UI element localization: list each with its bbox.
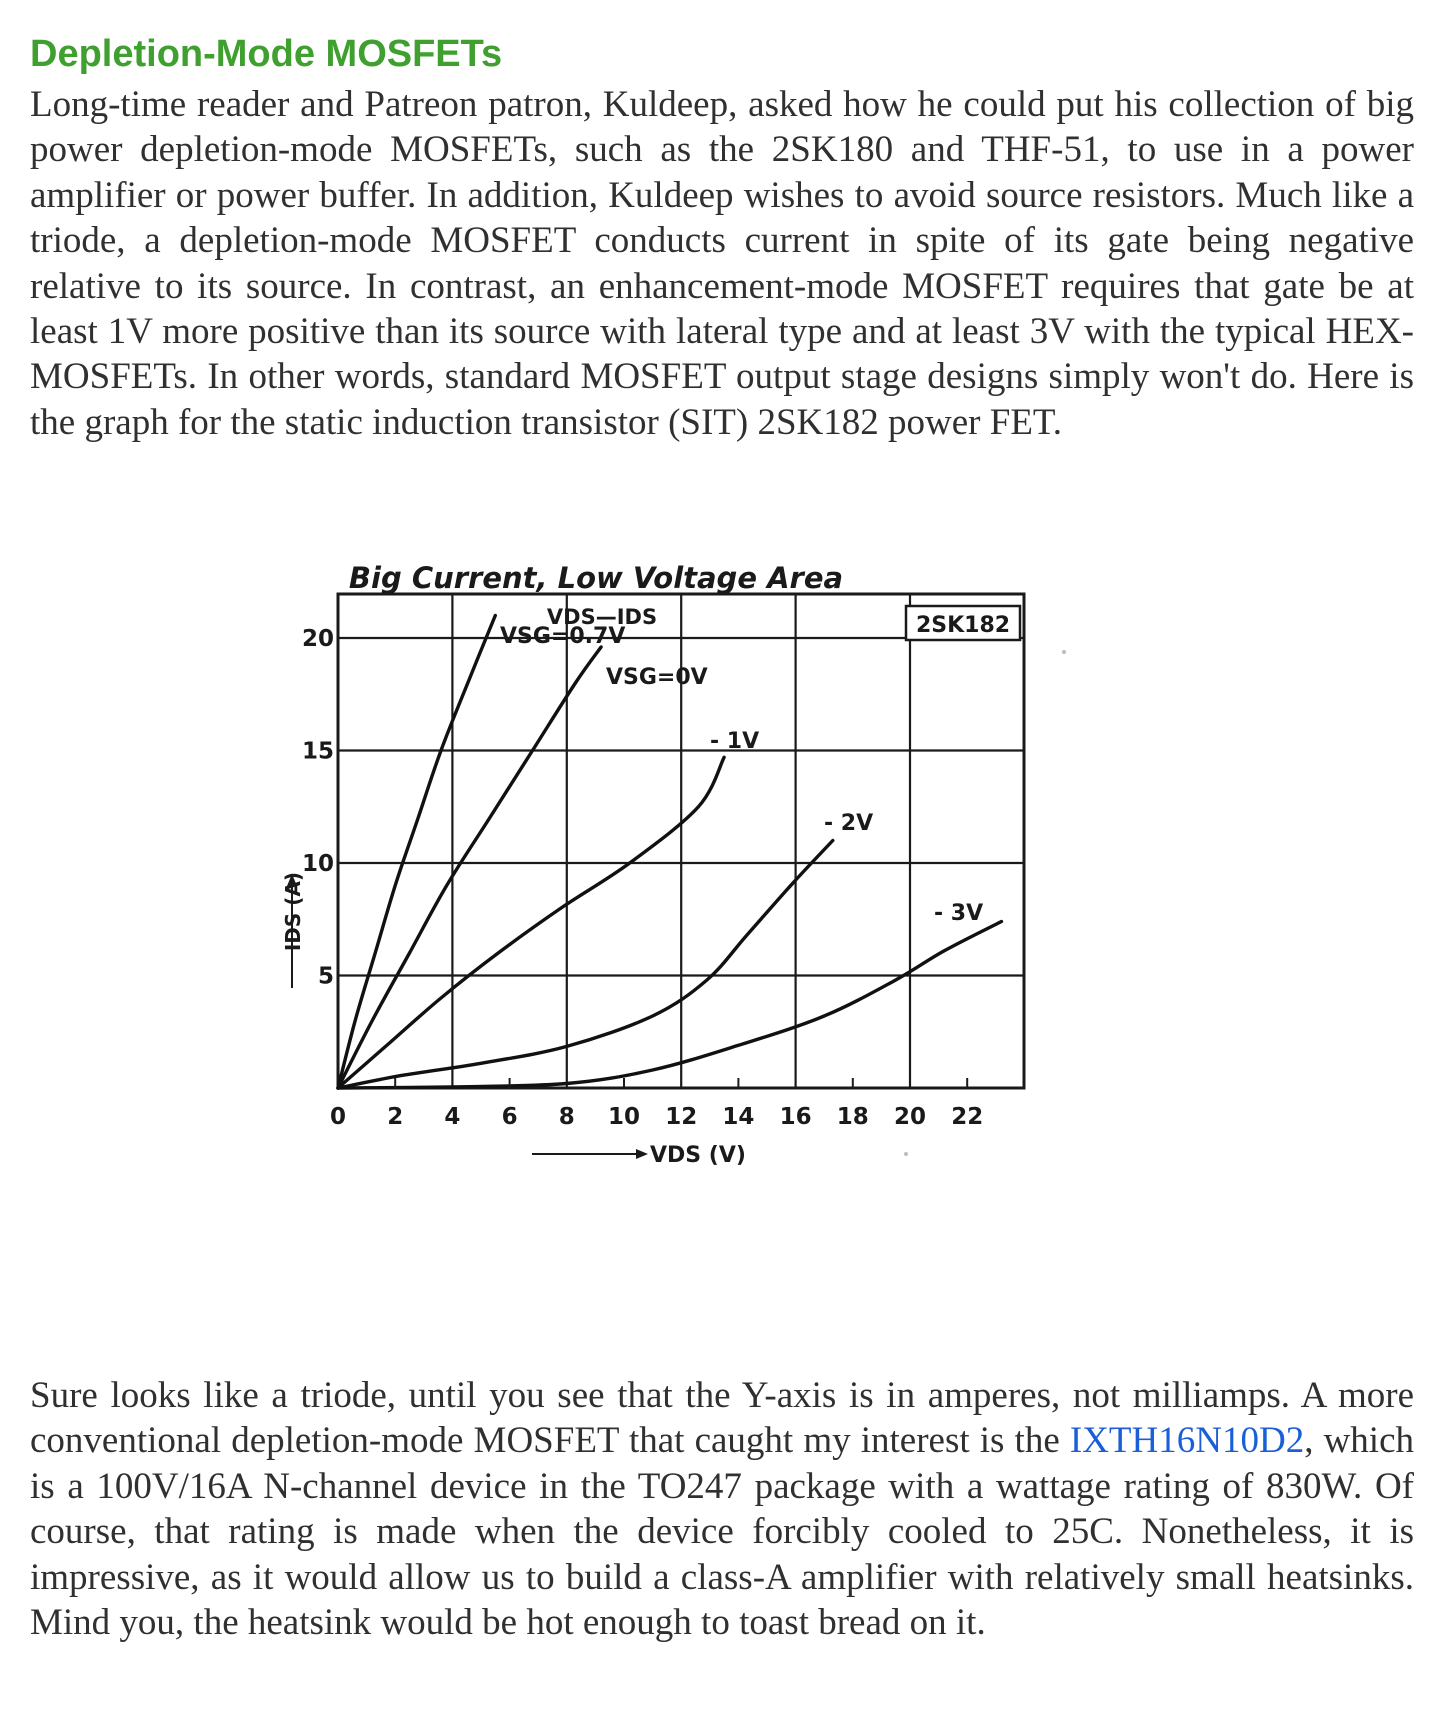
x-tick-label: 6 (501, 1104, 518, 1130)
curve-label-vsg-0-7: VSG=0.7V (500, 624, 626, 649)
x-tick-label: 18 (836, 1104, 869, 1130)
x-tick-label: 14 (722, 1104, 755, 1130)
curve-series-2 (338, 757, 724, 1088)
x-axis-label-text: VDS (V) (650, 1143, 746, 1168)
x-tick-label: 10 (607, 1104, 641, 1130)
y-tick-label: 10 (301, 851, 334, 877)
y-axis-label-text: IDS (A) (281, 872, 305, 952)
followup-text-end: , which is a 100V/16A N-channel device in the TO247 package with a wattage rating of 830W. Of course, that rating is made when the device forcibly cooled to 25C. Nonetheless, it is impressive, as it would allow us to build a class-A amplifier with relatively small heatsinks. Mind you, the heatsink would be hot enough to toast bread on it. (30, 1420, 1414, 1644)
chart-subtitle: VDS—IDS (546, 605, 658, 629)
followup-text-start: Sure looks like a triode, until you see that the Y-axis is in amperes, not milliamps. A more conventional depletion-mode MOSFET that caught my interest is the (30, 1375, 1414, 1462)
curve-series-1 (338, 647, 601, 1088)
curve-series-4 (338, 922, 1002, 1089)
device-label: 2SK182 (915, 613, 1011, 638)
x-axis-label (532, 1143, 746, 1168)
intro-paragraph: Long-time reader and Patreon patron, Kuldeep, asked how he could put his collection of big power depletion-mode MOSFETs, such as the 2SK180 and THF-51, to use in a power amplifier or power buffer. In addition, Kuldeep wishes to avoid source resistors. Much like a triode, a depletion-mode MOSFET conducts current in spite of its gate being negative relative to its source. In contrast, an enhancement-mode MOSFET requires that gate be at least 1V more positive than its source with lateral type and at least 3V with the typical HEX-MOSFETs. In other words, standard MOSFET output stage designs simply won't do. Here is the graph for the static induction transistor (SIT) 2SK182 power FET. (30, 84, 1414, 443)
curve-label-vsg-0: VSG=0V (606, 665, 708, 690)
chart-title: Big Current, Low Voltage Area (348, 561, 844, 595)
y-tick-label: 20 (301, 626, 334, 652)
x-tick-label: 20 (893, 1104, 927, 1130)
scan-speck (1062, 650, 1066, 654)
x-tick-label: 0 (329, 1104, 347, 1130)
part-number-link[interactable]: IXTH16N10D2 (1069, 1420, 1305, 1462)
x-tick-label: 12 (665, 1104, 698, 1130)
article-title: Depletion-Mode MOSFETs (30, 33, 503, 75)
y-tick-label: 5 (317, 963, 334, 990)
device-label-box (906, 606, 1020, 640)
characteristic-curve-figure (270, 556, 1130, 1276)
curve-series-3 (338, 841, 833, 1089)
x-tick-label: 4 (444, 1104, 461, 1130)
curve-label-minus-2v: - 2V (824, 811, 874, 836)
vds-ids-chart (270, 556, 1130, 1276)
x-tick-label: 2 (387, 1104, 404, 1130)
scan-speck (904, 1152, 908, 1156)
y-axis-label (281, 872, 305, 988)
x-tick-label: 16 (779, 1104, 812, 1130)
x-tick-label: 8 (558, 1104, 575, 1130)
y-tick-label: 15 (301, 738, 334, 765)
followup-paragraph (30, 1373, 1414, 1645)
curve-label-minus-3v: - 3V (934, 901, 984, 926)
curve-label-minus-1v: - 1V (710, 729, 760, 754)
x-tick-label: 22 (951, 1104, 984, 1130)
